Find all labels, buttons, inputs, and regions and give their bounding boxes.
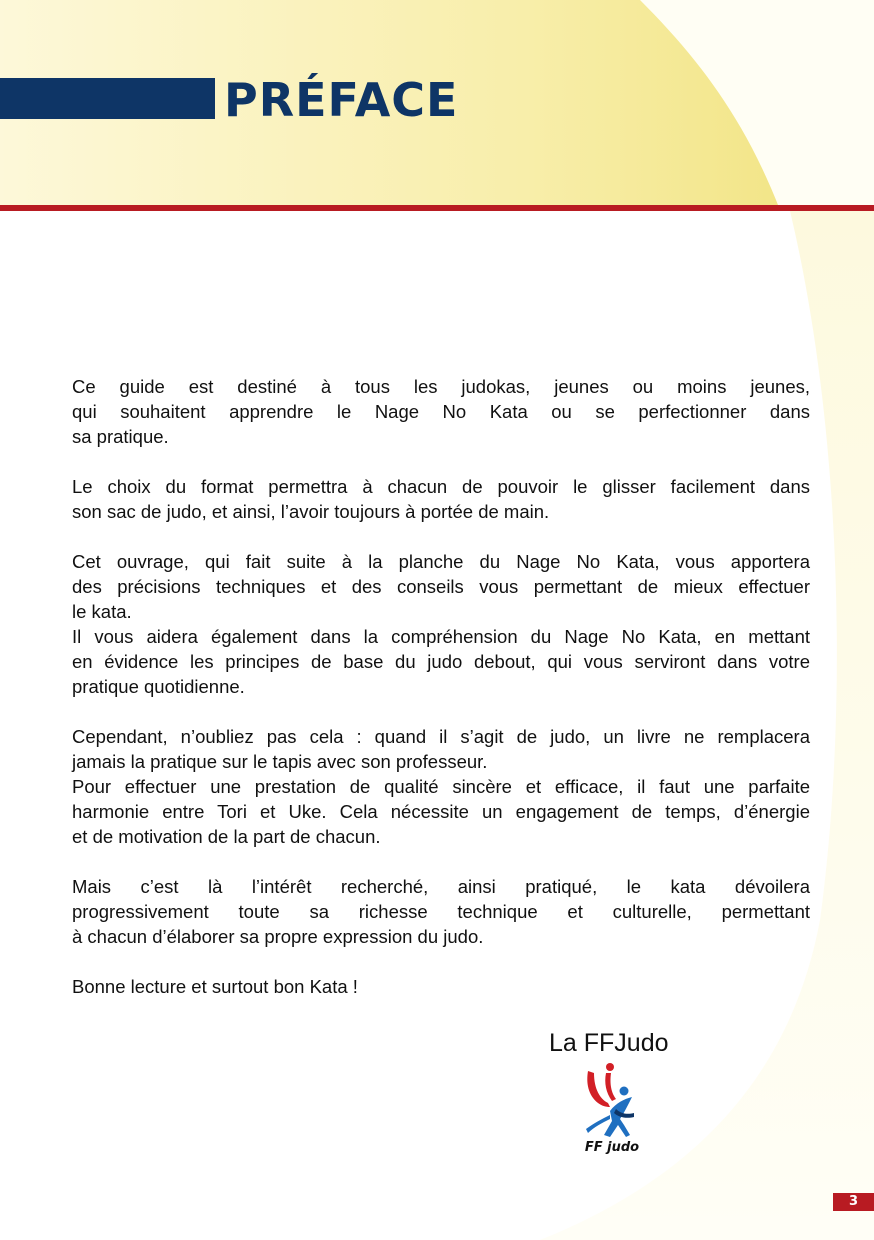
ffjudo-logo-text: FF judo <box>584 1140 640 1155</box>
text-line: en évidence les principes de base du judo debout, qui vous serviront dans votre <box>72 651 810 672</box>
ffjudo-logo <box>580 1063 644 1155</box>
text-line: sa pratique. <box>72 426 169 447</box>
text-line: Pour effectuer une prestation de qualité sincère et efficace, il faut une parfaite <box>72 776 810 797</box>
text-line: Ce guide est destiné à tous les judokas, jeunes ou moins jeunes, <box>72 376 810 397</box>
text-line: pratique quotidienne. <box>72 676 245 697</box>
paragraph <box>72 474 810 524</box>
page-title: PRÉFACE <box>224 73 459 127</box>
paragraph <box>72 874 810 949</box>
header-bar <box>0 78 215 119</box>
paragraph <box>72 549 810 699</box>
text-line: Bonne lecture et surtout bon Kata ! <box>72 976 358 997</box>
text-line: son sac de judo, et ainsi, l’avoir toujours à portée de main. <box>72 501 550 522</box>
text-line: qui souhaitent apprendre le Nage No Kata ou se perfectionner dans <box>72 401 810 422</box>
paragraph <box>72 374 810 449</box>
paragraph <box>72 724 810 849</box>
preface-body <box>72 374 810 999</box>
text-line: des précisions techniques et des conseils vous permettant de mieux effectuer <box>72 576 810 597</box>
paragraph <box>72 974 810 999</box>
signature: La FFJudo <box>549 1029 669 1057</box>
text-line: Mais c’est là l’intérêt recherché, ainsi pratiqué, le kata dévoilera <box>72 876 810 897</box>
text-line: et de motivation de la part de chacun. <box>72 826 381 847</box>
text-line: Il vous aidera également dans la compréhension du Nage No Kata, en mettant <box>72 626 810 647</box>
text-line: Cependant, n’oubliez pas cela : quand il s’agit de judo, un livre ne remplacera <box>72 726 810 747</box>
text-line: à chacun d’élaborer sa propre expression du judo. <box>72 926 484 947</box>
text-line: progressivement toute sa richesse technique et culturelle, permettant <box>72 901 810 922</box>
text-line: Le choix du format permettra à chacun de pouvoir le glisser facilement dans <box>72 476 810 497</box>
page-number: 3 <box>833 1193 874 1211</box>
header-divider <box>0 205 874 211</box>
text-line: harmonie entre Tori et Uke. Cela nécessite un engagement de temps, d’énergie <box>72 801 810 822</box>
text-line: Cet ouvrage, qui fait suite à la planche du Nage No Kata, vous apportera <box>72 551 810 572</box>
text-line: jamais la pratique sur le tapis avec son professeur. <box>72 751 488 772</box>
text-line: le kata. <box>72 601 132 622</box>
